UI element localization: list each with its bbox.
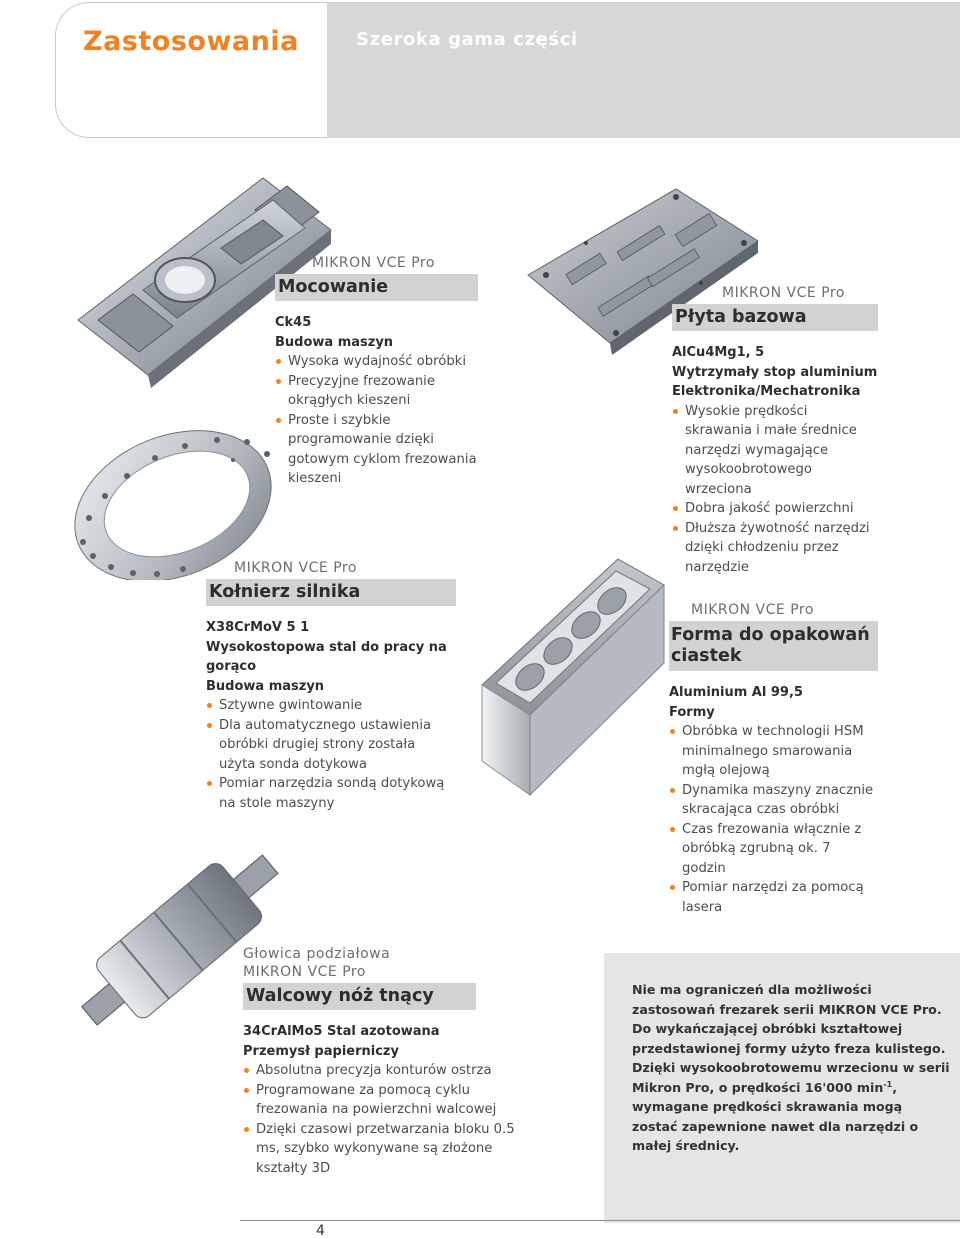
industry-line: Przemysł papierniczy (243, 1043, 399, 1059)
section-walcowy-noz (243, 946, 543, 1178)
feature-item: Absolutna precyzja konturów ostrza (243, 1061, 533, 1081)
feature-item: Proste i szybkie programowanie dzięki gotowym cyklom frezowania kieszeni (275, 411, 478, 489)
section-title: Mocowanie (275, 274, 478, 301)
feature-list (275, 352, 478, 489)
page-header (55, 2, 960, 138)
section-mocowanie (275, 255, 478, 489)
feature-item: Pomiar narzędzi za pomocą lasera (669, 878, 878, 917)
info-text-end: , wymagane prędkości skrawania mogą zostać zapewnione nawet dla narzędzi o małej średnicy. (632, 1079, 919, 1153)
feature-item: Dłuższa żywotność narzędzi dzięki chłodzeniu przez narzędzie (672, 519, 878, 578)
feature-item: Wysokie prędkości skrawania i małe średnice narzędzi wymagające wysokoobrotowego wrzeciona (672, 402, 878, 500)
material-line: Wysokostopowa stal do pracy na gorąco (206, 639, 447, 674)
page-number: 4 (316, 1223, 325, 1239)
feature-list (672, 402, 878, 578)
machine-label: MIKRON VCE Pro (722, 285, 845, 301)
feature-list (243, 1061, 533, 1178)
info-text (632, 980, 950, 1156)
footer-divider (240, 1220, 960, 1221)
material-line: AlCu4Mg1, 5 (672, 345, 765, 360)
industry-line: Budowa maszyn (206, 678, 325, 694)
feature-item: Dobra jakość powierzchni (672, 499, 878, 519)
machine-label: MIKRON VCE Pro (234, 560, 357, 576)
feature-list (669, 722, 878, 917)
feature-list (206, 696, 451, 813)
machine-accessory-label: Głowica podziałowa (243, 946, 391, 962)
header-subtitle-panel (327, 2, 960, 138)
material-line: 34CrAlMo5 Stal azotowana (243, 1024, 440, 1039)
section-plyta-bazowa (672, 285, 878, 577)
feature-item: Obróbka w technologii HSM minimalnego smarowania mgłą olejową (669, 722, 878, 781)
info-box (604, 953, 960, 1223)
feature-item: Precyzyjne frezowanie okrągłych kieszeni (275, 372, 478, 411)
feature-item: Dla automatycznego ustawienia obróbki drugiej strony została użyta sonda dotykowa (206, 716, 451, 775)
motor-flange-photo (65, 430, 275, 580)
machine-label: MIKRON VCE Pro (312, 255, 435, 271)
section-title: Forma do opakowań ciastek (669, 621, 878, 671)
material-line: Wytrzymały stop aluminium (672, 364, 878, 380)
machine-label: MIKRON VCE Pro (243, 964, 366, 980)
info-superscript: -1 (883, 1079, 893, 1089)
header-title-panel (55, 2, 328, 138)
machine-label: MIKRON VCE Pro (691, 602, 814, 618)
feature-item: Dynamika maszyny znacznie skracająca czas obróbki (669, 781, 878, 820)
section-title: Płyta bazowa (672, 304, 878, 331)
section-forma-opakowan (669, 602, 878, 917)
page-subtitle: Szeroka gama części (356, 29, 578, 50)
industry-line: Budowa maszyn (275, 334, 394, 350)
feature-item: Pomiar narzędzia sondą dotykową na stole maszyny (206, 774, 451, 813)
section-title: Walcowy nóż tnący (243, 983, 476, 1010)
feature-item: Wysoka wydajność obróbki (275, 352, 478, 372)
feature-item: Sztywne gwintowanie (206, 696, 451, 716)
material-line: X38CrMoV 5 1 (206, 620, 310, 635)
page-title: Zastosowania (83, 26, 299, 57)
feature-item: Dzięki czasowi przetwarzania bloku 0.5 ms, szybko wykonywane są złożone kształty 3D (243, 1120, 533, 1179)
material-line: Ck45 (275, 315, 312, 330)
info-text-main: Nie ma ograniczeń dla możliwości zastosowań frezarek serii MIKRON VCE Pro. Do wykańczającej obróbki kształtowej przedstawionej formy użyto freza kulistego. Dzięki wysokoobrotowemu wrzecionu w serii Mikron Pro, o prędkości 16'000 min (632, 982, 950, 1095)
industry-line: Formy (669, 704, 715, 720)
material-line: Aluminium Al 99,5 (669, 685, 803, 700)
feature-item: Czas frezowania włącznie z obróbką zgrubną ok. 7 godzin (669, 820, 878, 879)
feature-item: Programowane za pomocą cyklu frezowania na powierzchni walcowej (243, 1081, 533, 1120)
industry-line: Elektronika/Mechatronika (672, 384, 861, 399)
section-title: Kołnierz silnika (206, 579, 456, 606)
cookie-mould-photo (478, 555, 668, 800)
section-kolnierz-silnika (206, 560, 456, 813)
